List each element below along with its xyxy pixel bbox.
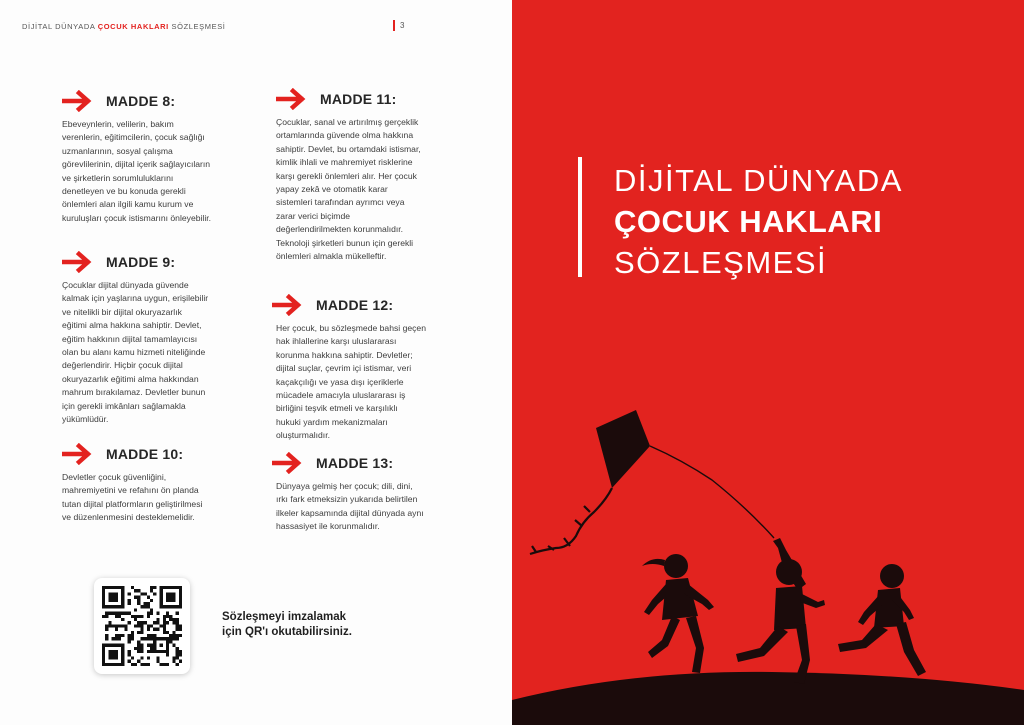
child-silhouette	[736, 538, 825, 684]
child-silhouette	[838, 564, 926, 676]
article-line: ırkı fark etmeksizin yukarıda belirtilen	[276, 494, 418, 505]
article-line: yapay zekâ ve otomatik karar	[276, 184, 388, 195]
kite-tail	[530, 488, 612, 554]
article-line: kimlik ihlali ve mahremiyet risklerine	[276, 157, 413, 168]
article-line: korunma hakkına sahiptir. Devletler;	[276, 349, 413, 360]
article-title: MADDE 11:	[320, 91, 397, 107]
article-line: için gerekli imkânları sağlamakla	[62, 400, 186, 411]
article-line: mücadele amacıyla uluslararası iş	[276, 390, 406, 401]
running-header-prefix: DİJİTAL DÜNYADA	[22, 22, 98, 31]
article-body	[62, 118, 211, 225]
article-madde-8	[62, 88, 211, 225]
child-silhouette	[642, 554, 714, 673]
article-line: Teknoloji şirketleri bunun için gerekli	[276, 237, 414, 248]
article-title: MADDE 12:	[316, 297, 394, 313]
article-body	[276, 480, 424, 534]
article-line: ortamlarında güvende olma hakkına	[276, 130, 414, 141]
arrow-right-icon	[62, 251, 94, 273]
article-line: tutan dijital platformların geliştirilmesi	[62, 498, 203, 509]
cover-title-line2: ÇOCUK HAKLARI	[614, 204, 883, 239]
children-kite-illustration	[512, 0, 1024, 725]
article-line: karşı gerekli önlemleri alır. Her çocuk	[276, 170, 417, 181]
kite-string	[650, 446, 774, 538]
article-madde-10	[62, 441, 202, 525]
article-line: ve nitelikli bir dijital okuryazarlık	[62, 306, 182, 317]
arrow-right-icon	[272, 452, 304, 474]
article-line: ilkeler kapsamında dijital dünyada aynı	[276, 507, 424, 518]
article-line: hak ihlallerine karşı uluslararası	[276, 336, 397, 347]
article-line: verenlerin, eğitimcilerin, çocuk sağlığı	[62, 132, 205, 143]
arrow-right-icon	[272, 294, 304, 316]
article-line: dijital suçlar, çevrim içi istismar, veri	[276, 363, 412, 374]
qr-code[interactable]	[94, 578, 190, 674]
arrow-right-icon	[62, 443, 94, 465]
running-header	[22, 22, 226, 31]
article-line: mahremiyetini ve refahını ön planda	[62, 485, 199, 496]
cover-title-line3: SÖZLEŞMESİ	[614, 245, 828, 280]
article-line: kalmak için yaşlarına uygun, erişilebilir	[62, 293, 209, 304]
page-number: 3	[393, 20, 404, 31]
article-line: birliğini teşvik etmeli ve karşılıklı	[276, 403, 398, 414]
article-madde-12	[272, 292, 426, 443]
article-line: eğitim hakkının dijital tamamlayıcısı	[62, 333, 198, 344]
ground-silhouette	[512, 672, 1024, 725]
cover-title-line1: DİJİTAL DÜNYADA	[614, 163, 903, 198]
qr-caption	[222, 610, 352, 640]
article-body	[62, 279, 208, 426]
article-body	[62, 471, 202, 525]
article-line: Her çocuk, bu sözleşmede bahsi geçen	[276, 323, 426, 333]
article-title: MADDE 9:	[106, 254, 176, 270]
running-header-highlight: ÇOCUK HAKLARI	[97, 22, 169, 31]
article-line: Çocuklar dijital dünyada güvende	[62, 280, 189, 290]
qr-caption-line: için QR'ı okutabilirsiniz.	[222, 626, 352, 638]
article-line: Çocuklar, sanal ve artırılmış gerçeklik	[276, 117, 419, 127]
article-line: değerlendirilmekten korunmalıdır.	[276, 224, 404, 235]
article-line: Ebeveynlerin, velilerin, bakım	[62, 119, 174, 129]
article-line: hukuki yardım mekanizmaları	[276, 416, 388, 427]
article-line: ve düzenlenmesini desteklemelidir.	[62, 512, 195, 523]
article-line: eğitimi alma hakkına sahiptir. Devlet,	[62, 320, 202, 331]
article-line: kuruluşları çocuk istismarını önleyebilir.	[62, 212, 212, 223]
article-line: Dünyaya gelmiş her çocuk; dili, dini,	[276, 481, 413, 491]
article-madde-13	[272, 450, 424, 534]
running-header-suffix: SÖZLEŞMESİ	[168, 22, 226, 31]
article-body	[276, 322, 426, 443]
article-line: olan bu alanı kamu hizmeti niteliğinde	[62, 347, 206, 358]
article-line: önlemleri almakla mükelleftir.	[276, 251, 387, 262]
article-line: mahrum bırakılamaz. Devletler bunun	[62, 387, 206, 398]
article-title: MADDE 8:	[106, 93, 176, 109]
article-body	[276, 116, 421, 263]
article-line: kaçakçılığı ve yasa dışı içeriklerle	[276, 376, 404, 387]
article-line: değerlendirir. Hiçbir çocuk dijital	[62, 360, 183, 371]
article-line: hassasiyet ile korunmalıdır.	[276, 521, 380, 532]
article-line: zarar verici biçimde	[276, 210, 351, 221]
qr-code-icon	[102, 586, 182, 666]
article-line: denetleyen ve bu konuda gerekli	[62, 186, 186, 197]
kite-icon	[596, 410, 650, 488]
article-line: sahiptir. Devlet, bu ortamdaki istismar,	[276, 143, 421, 154]
arrow-right-icon	[62, 90, 94, 112]
article-title: MADDE 13:	[316, 455, 394, 471]
article-line: görevlilerinin, dijital içerik sağlayıcıların	[62, 159, 211, 170]
article-title: MADDE 10:	[106, 446, 184, 462]
article-line: okuryazarlık eğitimi alma hakkından	[62, 373, 199, 384]
article-madde-9	[62, 249, 208, 426]
article-line: önlemleri alan ilgili kamu kurum ve	[62, 199, 194, 210]
cover-page	[512, 0, 1024, 725]
article-line: uzmanlarının, sosyal çalışma	[62, 145, 173, 156]
article-line: sistemleri tarafından ayrımcı veya	[276, 197, 405, 208]
article-line: yükümlüdür.	[62, 414, 109, 425]
arrow-right-icon	[276, 88, 308, 110]
article-line: Devletler çocuk güvenliğini,	[62, 472, 167, 482]
qr-caption-line: Sözleşmeyi imzalamak	[222, 611, 347, 623]
article-madde-11	[276, 86, 421, 263]
article-line: oluşturmalıdır.	[276, 430, 330, 441]
article-line: ve şirketlerin sorumluluklarını	[62, 172, 174, 183]
